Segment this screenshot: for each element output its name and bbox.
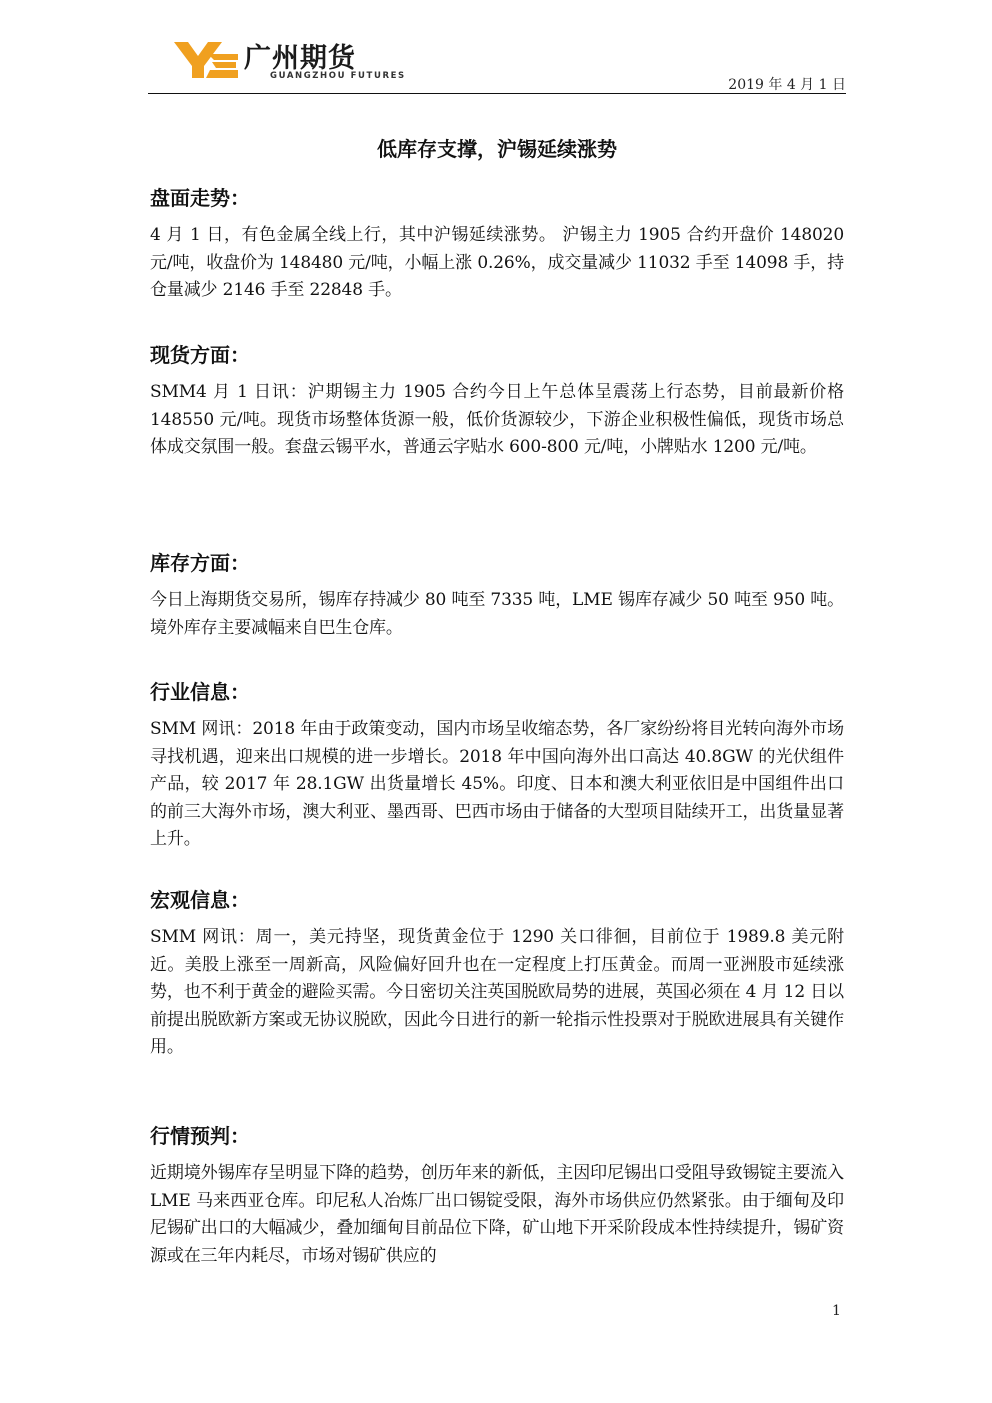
section-heading: 行业信息：	[150, 680, 250, 704]
section-heading: 现货方面：	[150, 343, 250, 367]
section-heading: 行情预判：	[150, 1124, 250, 1148]
section-heading: 盘面走势：	[150, 186, 250, 210]
company-logo	[174, 38, 414, 84]
logo-english-name: GUANGZHOU FUTURES	[270, 71, 406, 81]
section-spot	[150, 339, 844, 462]
section-macro-info	[150, 884, 844, 1062]
page-number: 1	[832, 1303, 841, 1319]
section-body: 近期境外锡库存呈明显下降的趋势，创历年来的新低，主因印尼锡出口受阻导致锡锭主要流入 LME 马来西亚仓库。印尼私人冶炼厂出口锡锭受限，海外市场供应仍然紧张。由于缅甸及印尼锡矿出口的大幅减少，叠加缅甸目前品位下降，矿山地下开采阶段成本性持续提升，锡矿资源或在三年内耗尽，市场对锡矿供应的	[150, 1163, 844, 1266]
section-body: 4 月 1 日，有色金属全线上行，其中沪锡延续涨势。 沪锡主力 1905 合约开盘价 148020 元/吨，收盘价为 148480 元/吨，小幅上涨 0.26%，成交量减少 11032 手至 14098 手，持仓量减少 2146 手至 22848 手。	[150, 225, 844, 300]
section-heading: 宏观信息：	[150, 888, 250, 912]
section-market-outlook	[150, 1120, 844, 1270]
section-inventory	[150, 547, 844, 642]
header-divider	[148, 93, 846, 94]
section-market-trend	[150, 182, 844, 305]
page-header	[148, 32, 846, 94]
section-industry-info	[150, 676, 844, 854]
section-body: SMM 网讯：周一，美元持坚，现货黄金位于 1290 关口徘徊，目前位于 1989.8 美元附近。美股上涨至一周新高，风险偏好回升也在一定程度上打压黄金。而周一亚洲股市延续涨势，也不利于黄金的避险买需。今日密切关注英国脱欧局势的进展，英国必须在 4 月 12 日以前提出脱欧新方案或无协议脱欧，因此今日进行的新一轮指示性投票对于脱欧进展具有关键作用。	[150, 927, 844, 1057]
guangzhou-futures-logo-icon	[174, 40, 238, 80]
section-body: 今日上海期货交易所，锡库存持减少 80 吨至 7335 吨，LME 锡库存减少 50 吨至 950 吨。境外库存主要减幅来自巴生仓库。	[150, 590, 844, 638]
report-title: 低库存支撑，沪锡延续涨势	[377, 137, 617, 161]
section-heading: 库存方面：	[150, 551, 250, 575]
section-body: SMM 网讯：2018 年由于政策变动，国内市场呈收缩态势，各厂家纷纷将目光转向海外市场寻找机遇，迎来出口规模的进一步增长。2018 年中国向海外出口高达 40.8GW 的光伏组件产品，较 2017 年 28.1GW 出货量增长 45%。印度、日本和澳大利亚依旧是中国组件出口的前三大海外市场，澳大利亚、墨西哥、巴西市场由于储备的大型项目陆续开工，出货量显著上升。	[150, 719, 844, 849]
logo-chinese-name: 广州期货	[244, 43, 356, 74]
report-date: 2019 年 4 月 1 日	[728, 77, 846, 93]
section-body: SMM4 月 1 日讯：沪期锡主力 1905 合约今日上午总体呈震荡上行态势，目前最新价格 148550 元/吨。现货市场整体货源一般，低价货源较少，下游企业积极性偏低，现货市场总体成交氛围一般。套盘云锡平水，普通云字贴水 600-800 元/吨，小牌贴水 1200 元/吨。	[150, 382, 844, 457]
